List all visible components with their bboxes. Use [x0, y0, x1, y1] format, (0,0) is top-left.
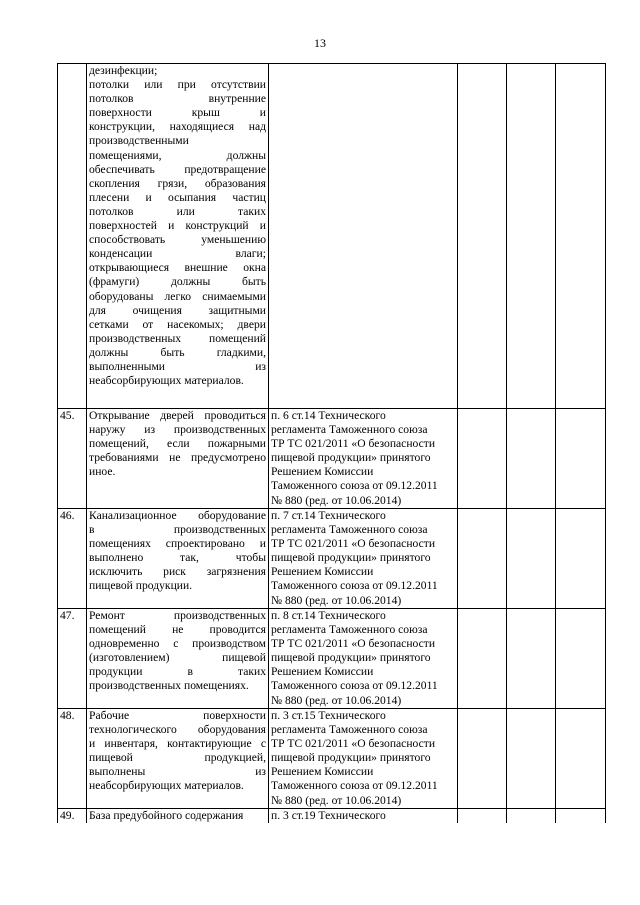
requirement-line: Рабочие поверхности — [89, 709, 266, 722]
requirement-line: конструкции, находящиеся над — [89, 120, 266, 134]
requirement-line: сетками от насекомых; двери — [89, 317, 266, 331]
requirement-line: помещений, если пожарными — [89, 437, 266, 451]
requirement-line: плесени и осыпания частиц — [89, 190, 266, 204]
reference-line: пищевой продукции» принятого — [271, 551, 431, 565]
empty-check-cell-2 — [507, 64, 556, 409]
reference-line: № 880 (ред. от 10.06.2014) — [271, 593, 402, 607]
requirement-line: продукции в таких — [89, 665, 266, 679]
requirement-line: пищевой продукции. — [89, 579, 193, 593]
reference-line: п. 3 ст.15 Технического — [271, 709, 386, 722]
empty-check-cell-2 — [507, 709, 556, 809]
requirement-text — [87, 409, 269, 509]
reference-line: пищевой продукции» принятого — [271, 751, 431, 765]
reference-line: регламента Таможенного союза — [271, 423, 428, 437]
page-number: 13 — [314, 36, 326, 50]
requirement-line: выполненными из — [89, 359, 266, 373]
reference-line: п. 7 ст.14 Технического — [271, 509, 386, 522]
requirement-line: производственных помещений — [89, 331, 266, 345]
empty-check-cell-1 — [458, 709, 507, 809]
reference-line: регламента Таможенного союза — [271, 523, 428, 537]
requirement-line: технологического оборудования — [89, 723, 266, 737]
requirement-line: в производственных — [89, 523, 266, 537]
requirement-line: оборудованы легко снимаемыми — [89, 289, 266, 303]
requirement-line: потолков внутренние — [89, 92, 266, 106]
requirement-line: помещениях спроектировано и — [89, 537, 266, 551]
requirement-line: производственными — [89, 134, 189, 148]
regulation-reference — [269, 64, 458, 409]
reference-line: ТР ТС 021/2011 «О безопасности — [271, 537, 436, 551]
table-row — [58, 709, 606, 809]
requirement-line: помещений не проводится — [89, 623, 266, 637]
requirement-line: и инвентаря, контактирующие с — [89, 737, 266, 751]
requirement-line: производственных помещениях. — [89, 679, 249, 693]
requirement-line: одновременно с производством — [89, 637, 266, 651]
row-number: 45. — [58, 409, 87, 509]
requirement-line: (фрамуги) должны быть — [89, 275, 266, 289]
reference-line: ТР ТС 021/2011 «О безопасности — [271, 437, 436, 451]
requirement-line: должны быть гладкими, — [89, 345, 266, 359]
reference-line: Решением Комиссии — [271, 765, 374, 779]
requirement-line: неабсорбирующих материалов. — [89, 779, 244, 793]
table-row — [58, 809, 606, 824]
requirement-line: Открывание дверей проводиться — [89, 409, 266, 422]
requirement-line: исключить риск загрязнения — [89, 565, 266, 579]
regulation-reference — [269, 509, 458, 609]
reference-line: регламента Таможенного союза — [271, 623, 428, 637]
reference-line: Таможенного союза от 09.12.2011 — [271, 579, 438, 593]
reference-line: п. 3 ст.19 Технического — [271, 809, 386, 822]
requirement-line: дезинфекции; — [89, 64, 158, 77]
empty-check-cell-1 — [458, 809, 507, 824]
requirement-line: поверхностей и конструкций и — [89, 219, 266, 233]
empty-check-cell-3 — [556, 809, 606, 824]
requirement-line: наружу из производственных — [89, 423, 266, 437]
requirement-text — [87, 509, 269, 609]
requirement-line: пищевой продукцией, — [89, 751, 266, 765]
requirement-line: иное. — [89, 465, 116, 479]
table-row — [58, 409, 606, 509]
requirements-table — [57, 63, 606, 823]
reference-line: пищевой продукции» принятого — [271, 651, 431, 665]
empty-check-cell-1 — [458, 609, 507, 709]
reference-line: ТР ТС 021/2011 «О безопасности — [271, 737, 436, 751]
reference-line: № 880 (ред. от 10.06.2014) — [271, 793, 402, 807]
requirement-text — [87, 709, 269, 809]
row-number: 49. — [58, 809, 87, 824]
empty-check-cell-2 — [507, 609, 556, 709]
regulation-reference — [269, 409, 458, 509]
requirement-line: неабсорбирующих материалов. — [89, 374, 244, 388]
requirement-line: конденсации влаги; — [89, 247, 266, 261]
table-row — [58, 64, 606, 409]
empty-check-cell-2 — [507, 409, 556, 509]
requirement-text — [87, 809, 269, 824]
empty-check-cell-2 — [507, 509, 556, 609]
requirement-line: Ремонт производственных — [89, 609, 266, 622]
empty-check-cell-3 — [556, 409, 606, 509]
reference-line: п. 6 ст.14 Технического — [271, 409, 386, 422]
regulation-reference — [269, 809, 458, 824]
empty-check-cell-1 — [458, 509, 507, 609]
regulation-reference — [269, 609, 458, 709]
requirement-line: для очищения защитными — [89, 303, 266, 317]
reference-line: Таможенного союза от 09.12.2011 — [271, 479, 438, 493]
empty-check-cell-1 — [458, 64, 507, 409]
requirement-line: поверхности крыш и — [89, 106, 266, 120]
requirement-line: потолки или при отсутствии — [89, 78, 266, 92]
requirement-line: открывающиеся внешние окна — [89, 261, 266, 275]
requirement-line: помещениями, должны — [89, 148, 266, 162]
empty-check-cell-1 — [458, 409, 507, 509]
reference-line: ТР ТС 021/2011 «О безопасности — [271, 637, 436, 651]
table-row — [58, 509, 606, 609]
requirement-line: выполнены из — [89, 765, 266, 779]
reference-line: № 880 (ред. от 10.06.2014) — [271, 493, 402, 507]
empty-check-cell-2 — [507, 809, 556, 824]
requirement-text — [87, 64, 269, 409]
reference-line: Решением Комиссии — [271, 465, 374, 479]
reference-line: Решением Комиссии — [271, 665, 374, 679]
empty-check-cell-3 — [556, 709, 606, 809]
requirement-line: База предубойного содержания — [89, 809, 244, 822]
empty-check-cell-3 — [556, 609, 606, 709]
requirement-line: требованиями не предусмотрено — [89, 451, 266, 465]
row-number — [58, 64, 87, 409]
row-number: 48. — [58, 709, 87, 809]
requirement-line: способствовать уменьшению — [89, 233, 266, 247]
reference-line: Решением Комиссии — [271, 565, 374, 579]
requirement-line: потолков или таких — [89, 204, 266, 218]
regulation-reference — [269, 709, 458, 809]
reference-line: регламента Таможенного союза — [271, 723, 428, 737]
requirement-line: обеспечивать предотвращение — [89, 162, 266, 176]
requirement-text — [87, 609, 269, 709]
requirement-line: выполнено так, чтобы — [89, 551, 266, 565]
reference-line: Таможенного союза от 09.12.2011 — [271, 679, 438, 693]
requirement-line: (изготовлением) пищевой — [89, 651, 266, 665]
reference-line: п. 8 ст.14 Технического — [271, 609, 386, 622]
requirement-line: Канализационное оборудование — [89, 509, 266, 522]
reference-line: пищевой продукции» принятого — [271, 451, 431, 465]
table-row — [58, 609, 606, 709]
empty-check-cell-3 — [556, 64, 606, 409]
row-number: 47. — [58, 609, 87, 709]
requirement-line: скопления грязи, образования — [89, 176, 266, 190]
empty-check-cell-3 — [556, 509, 606, 609]
requirements-table-body — [58, 64, 606, 824]
reference-line: № 880 (ред. от 10.06.2014) — [271, 693, 402, 707]
reference-line: Таможенного союза от 09.12.2011 — [271, 779, 438, 793]
row-number: 46. — [58, 509, 87, 609]
